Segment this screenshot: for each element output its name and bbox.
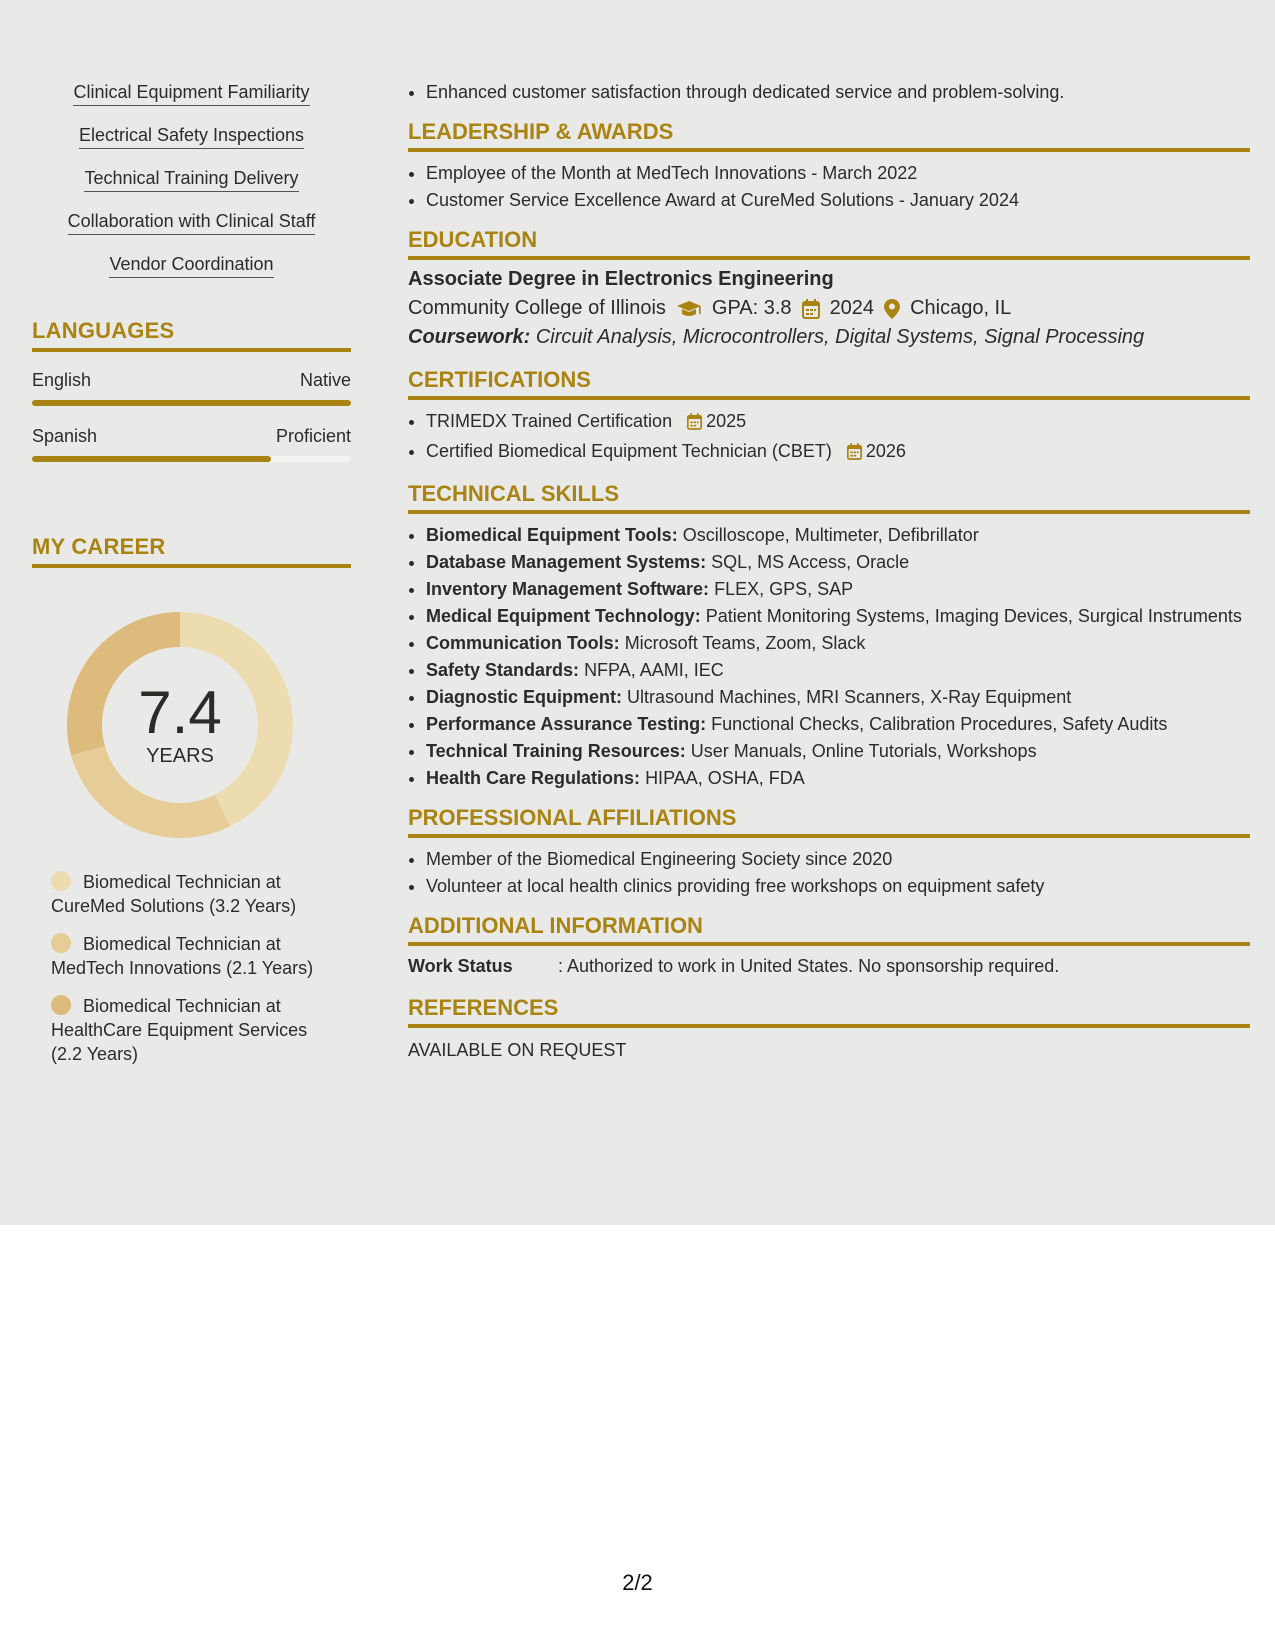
legend-dot [51,995,71,1015]
skill-label: Health Care Regulations: [426,768,641,788]
language-level: Proficient [275,426,351,446]
certification-item [426,408,1250,438]
skill-row [426,576,1250,603]
skill-value: User Manuals, Online Tutorials, Workshops [690,741,1037,761]
language-name: English [32,370,92,390]
skill-label: Communication Tools: [426,633,620,653]
additional-info-heading: ADDITIONAL INFORMATION [408,913,1250,946]
skill-value: Oscilloscope, Multimeter, Defibrillator [682,525,979,545]
location-pin-icon [884,299,900,319]
skill-value: Functional Checks, Calibration Procedures, Safety Audits [711,714,1168,734]
technical-skills-section [408,481,1250,792]
legend-label: Biomedical Technician at CureMed Solutions (3.2 Years) [51,872,297,916]
technical-skills-heading: TECHNICAL SKILLS [408,481,1250,514]
certification-year: 2026 [865,441,906,461]
skill-value: FLEX, GPS, SAP [714,579,854,599]
sidebar [32,80,351,1080]
career-legend [51,870,336,1066]
language-spanish [32,426,351,462]
skill-label: Performance Assurance Testing: [426,714,707,734]
legend-item [51,932,336,980]
skill-value: Ultrasound Machines, MRI Scanners, X-Ray Equipment [627,687,1072,707]
skill-label: Database Management Systems: [426,552,707,572]
graduation-year: 2024 [829,297,875,319]
skill-row [426,711,1250,738]
skill-item[interactable]: Electrical Safety Inspections [79,123,304,149]
skill-value: Patient Monitoring Systems, Imaging Devices, Surgical Instruments [705,606,1242,626]
skill-label: Diagnostic Equipment: [426,687,623,707]
skill-value: SQL, MS Access, Oracle [711,552,910,572]
list-item: • Enhanced customer satisfaction through dedicated service and problem-solving. [426,79,1250,106]
skill-item[interactable]: Vendor Coordination [109,252,273,278]
work-status-label: Work Status [408,956,513,976]
main-content [408,79,1250,1061]
language-name: Spanish [32,426,98,446]
languages-heading: LANGUAGES [32,318,351,352]
degree-title: Associate Degree in Electronics Engineering [408,268,834,290]
skill-label: Inventory Management Software: [426,579,710,599]
school-name: Community College of Illinois [408,297,666,319]
skill-label: Biomedical Equipment Tools: [426,525,678,545]
experience-tail-list [408,79,1250,106]
references-heading: REFERENCES [408,995,1250,1028]
skill-value: NFPA, AAMI, IEC [584,660,724,680]
leadership-heading: LEADERSHIP & AWARDS [408,119,1250,152]
gpa: GPA: 3.8 [711,297,792,319]
legend-item [51,870,336,918]
leadership-section [408,119,1250,214]
skill-label: Technical Training Resources: [426,741,686,761]
education-heading: EDUCATION [408,227,1250,260]
skill-value: HIPAA, OSHA, FDA [645,768,805,788]
graduation-cap-icon [676,300,702,318]
coursework-list: Circuit Analysis, Microcontrollers, Digital Systems, Signal Processing [535,326,1145,348]
language-bar-fill [32,456,271,462]
references-section [408,995,1250,1061]
legend-dot [51,933,71,953]
page-number: 2/2 [622,1570,653,1595]
skill-row [426,765,1250,792]
language-english [32,370,351,406]
certifications-heading: CERTIFICATIONS [408,367,1250,400]
certification-name: TRIMEDX Trained Certification [426,411,673,431]
list-item: • Employee of the Month at MedTech Innovations - March 2022 [426,160,1250,187]
work-status-row [408,956,1250,977]
legend-label: Biomedical Technician at HealthCare Equipment Services (2.2 Years) [51,996,308,1064]
calendar-icon [802,299,820,319]
certification-year: 2025 [706,411,747,431]
language-bar-fill [32,400,351,406]
education-section [408,227,1250,349]
skill-row [426,522,1250,549]
additional-info-section [408,913,1250,977]
skill-row [426,657,1250,684]
language-bar [32,456,351,462]
skill-item[interactable]: Technical Training Delivery [84,166,298,192]
calendar-icon [687,411,702,438]
certification-item [426,438,1250,468]
career-donut-chart [65,610,295,840]
skill-row [426,630,1250,657]
list-item: • Customer Service Excellence Award at CureMed Solutions - January 2024 [426,187,1250,214]
school-location: Chicago, IL [910,297,1012,319]
career-unit: YEARS [146,744,214,767]
skill-row [426,684,1250,711]
skill-label: Medical Equipment Technology: [426,606,701,626]
coursework [408,326,1250,349]
skill-row [426,738,1250,765]
calendar-icon [847,441,862,468]
affiliations-heading: PROFESSIONAL AFFILIATIONS [408,805,1250,838]
references-text: AVAILABLE ON REQUEST [408,1040,627,1060]
skill-label: Safety Standards: [426,660,580,680]
language-bar [32,400,351,406]
skill-item[interactable]: Collaboration with Clinical Staff [68,209,316,235]
skills-list [32,80,351,278]
work-status-value: : Authorized to work in United States. No sponsorship required. [558,956,1060,976]
education-details [408,297,1250,320]
career-heading: MY CAREER [32,534,351,568]
skill-row [426,549,1250,576]
skill-item[interactable]: Clinical Equipment Familiarity [73,80,309,106]
skill-row [426,604,1250,628]
coursework-label: Coursework: [408,326,531,348]
language-level: Native [299,370,351,390]
list-item: • Volunteer at local health clinics providing free workshops on equipment safety [426,873,1250,900]
legend-dot [51,871,71,891]
certifications-section [408,367,1250,468]
list-item: • Member of the Biomedical Engineering Society since 2020 [426,846,1250,873]
legend-item [51,994,336,1066]
legend-label: Biomedical Technician at MedTech Innovations (2.1 Years) [51,934,314,978]
career-total-years: 7.4 [138,678,222,746]
affiliations-section [408,805,1250,900]
certification-name: Certified Biomedical Equipment Technician (CBET) [426,441,832,461]
skill-value: Microsoft Teams, Zoom, Slack [624,633,866,653]
